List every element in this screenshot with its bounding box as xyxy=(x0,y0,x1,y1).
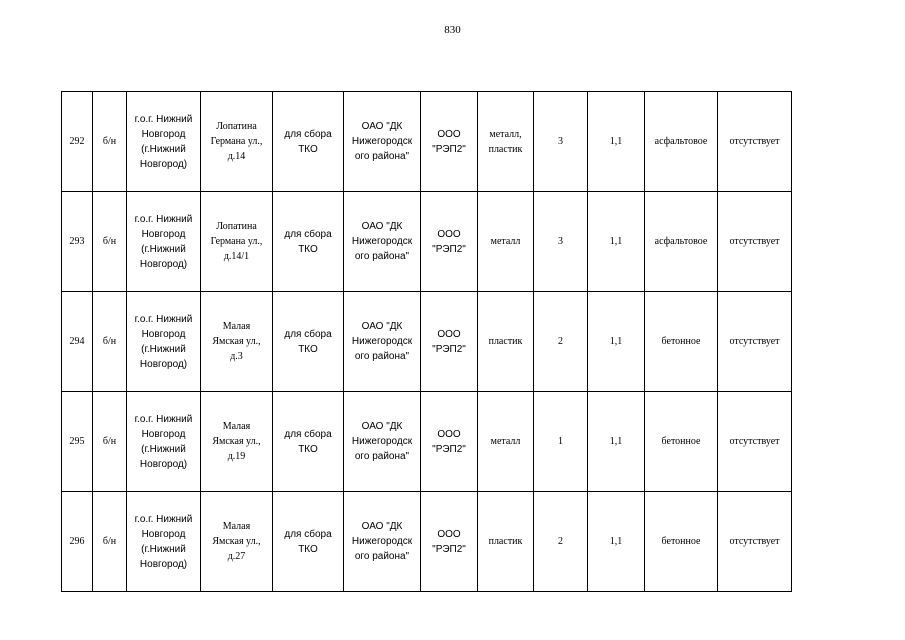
cell-purpose: для сбора ТКО xyxy=(273,92,344,192)
cell-container-count: 2 xyxy=(534,292,588,392)
cell-district: г.о.г. Нижний Новгород (г.Нижний Новгород) xyxy=(127,392,201,492)
cell-address: Малая Ямская ул., д.27 xyxy=(201,492,273,592)
cell-operator: ООО "РЭП2" xyxy=(421,192,478,292)
cell-operator: ООО "РЭП2" xyxy=(421,292,478,392)
cell-document: б/н xyxy=(93,492,127,592)
cell-owner: ОАО "ДК Нижегородск ого района" xyxy=(344,492,421,592)
cell-document: б/н xyxy=(93,392,127,492)
cell-fence: отсутствует xyxy=(718,192,792,292)
cell-purpose: для сбора ТКО xyxy=(273,492,344,592)
cell-number: 296 xyxy=(62,492,93,592)
table-body xyxy=(62,92,792,592)
cell-district: г.о.г. Нижний Новгород (г.Нижний Новгород) xyxy=(127,92,201,192)
cell-fence: отсутствует xyxy=(718,392,792,492)
cell-number: 295 xyxy=(62,392,93,492)
cell-container-volume: 1,1 xyxy=(588,392,645,492)
cell-container-volume: 1,1 xyxy=(588,292,645,392)
cell-material: пластик xyxy=(478,492,534,592)
cell-purpose: для сбора ТКО xyxy=(273,192,344,292)
cell-district: г.о.г. Нижний Новгород (г.Нижний Новгород) xyxy=(127,192,201,292)
cell-surface: асфальтовое xyxy=(645,92,718,192)
cell-document: б/н xyxy=(93,192,127,292)
cell-surface: асфальтовое xyxy=(645,192,718,292)
page-number: 830 xyxy=(444,24,461,36)
cell-material: металл xyxy=(478,392,534,492)
cell-address: Лопатина Германа ул., д.14/1 xyxy=(201,192,273,292)
cell-operator: ООО "РЭП2" xyxy=(421,492,478,592)
cell-operator: ООО "РЭП2" xyxy=(421,92,478,192)
table-row xyxy=(62,392,792,492)
table-row xyxy=(62,492,792,592)
cell-material: пластик xyxy=(478,292,534,392)
cell-district: г.о.г. Нижний Новгород (г.Нижний Новгород) xyxy=(127,292,201,392)
cell-material: металл, пластик xyxy=(478,92,534,192)
cell-number: 293 xyxy=(62,192,93,292)
cell-owner: ОАО "ДК Нижегородск ого района" xyxy=(344,292,421,392)
cell-address: Лопатина Германа ул., д.14 xyxy=(201,92,273,192)
cell-container-volume: 1,1 xyxy=(588,92,645,192)
cell-address: Малая Ямская ул., д.19 xyxy=(201,392,273,492)
cell-document: б/н xyxy=(93,92,127,192)
cell-address: Малая Ямская ул., д.3 xyxy=(201,292,273,392)
cell-container-count: 1 xyxy=(534,392,588,492)
cell-district: г.о.г. Нижний Новгород (г.Нижний Новгород) xyxy=(127,492,201,592)
table-row xyxy=(62,192,792,292)
cell-owner: ОАО "ДК Нижегородск ого района" xyxy=(344,392,421,492)
cell-container-count: 2 xyxy=(534,492,588,592)
cell-number: 294 xyxy=(62,292,93,392)
cell-fence: отсутствует xyxy=(718,292,792,392)
cell-purpose: для сбора ТКО xyxy=(273,292,344,392)
table-row xyxy=(62,292,792,392)
cell-operator: ООО "РЭП2" xyxy=(421,392,478,492)
cell-container-volume: 1,1 xyxy=(588,192,645,292)
cell-container-count: 3 xyxy=(534,92,588,192)
cell-surface: бетонное xyxy=(645,292,718,392)
cell-fence: отсутствует xyxy=(718,92,792,192)
cell-owner: ОАО "ДК Нижегородск ого района" xyxy=(344,192,421,292)
cell-container-count: 3 xyxy=(534,192,588,292)
cell-number: 292 xyxy=(62,92,93,192)
cell-surface: бетонное xyxy=(645,392,718,492)
cell-surface: бетонное xyxy=(645,492,718,592)
table-row xyxy=(62,92,792,192)
cell-material: металл xyxy=(478,192,534,292)
cell-owner: ОАО "ДК Нижегородск ого района" xyxy=(344,92,421,192)
cell-fence: отсутствует xyxy=(718,492,792,592)
cell-container-volume: 1,1 xyxy=(588,492,645,592)
cell-purpose: для сбора ТКО xyxy=(273,392,344,492)
cell-document: б/н xyxy=(93,292,127,392)
waste-sites-table xyxy=(61,91,792,592)
